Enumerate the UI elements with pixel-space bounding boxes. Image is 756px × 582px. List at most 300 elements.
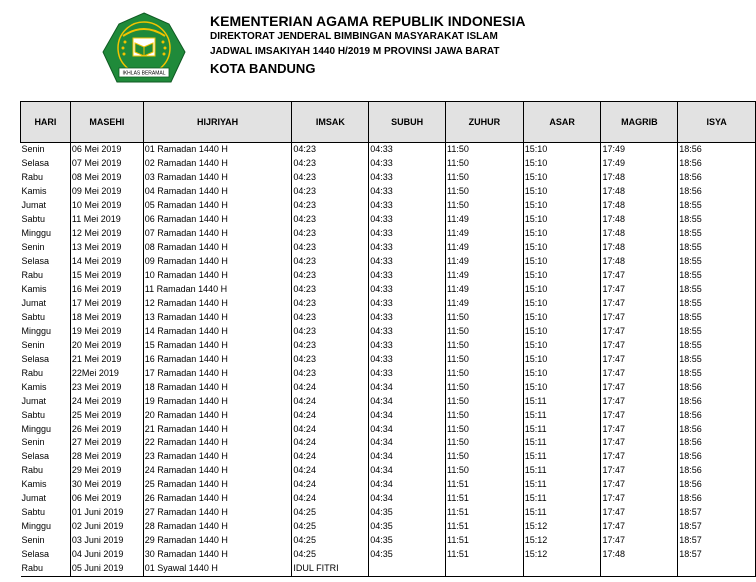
table-row <box>21 352 756 366</box>
cell-isya: 18:56 <box>678 436 756 450</box>
cell-imsak: 04:24 <box>292 450 369 464</box>
cell-hijriyah: 30 Ramadan 1440 H <box>143 548 292 562</box>
cell-asar: 15:10 <box>523 157 601 171</box>
cell-asar: 15:12 <box>523 520 601 534</box>
city-name: KOTA BANDUNG <box>210 61 316 76</box>
cell-magrib: 17:47 <box>601 436 678 450</box>
cell-magrib: 17:47 <box>601 492 678 506</box>
kemenag-emblem-icon <box>101 12 187 86</box>
cell-hari: Kamis <box>21 380 71 394</box>
cell-masehi: 06 Mei 2019 <box>70 143 143 157</box>
cell-hari: Minggu <box>21 520 71 534</box>
cell-magrib: 17:47 <box>601 450 678 464</box>
col-header-subuh: SUBUH <box>369 102 446 143</box>
table-row <box>21 562 756 576</box>
cell-hijriyah: 01 Ramadan 1440 H <box>143 143 292 157</box>
table-row <box>21 380 756 394</box>
cell-hijriyah: 15 Ramadan 1440 H <box>143 338 292 352</box>
cell-zuhur: 11:49 <box>446 227 524 241</box>
cell-zuhur: 11:49 <box>446 241 524 255</box>
cell-hari: Rabu <box>21 562 71 576</box>
cell-asar: 15:11 <box>523 464 601 478</box>
cell-imsak: 04:23 <box>292 296 369 310</box>
cell-subuh: 04:33 <box>369 227 446 241</box>
cell-zuhur: 11:50 <box>446 380 524 394</box>
cell-masehi: 08 Mei 2019 <box>70 171 143 185</box>
cell-zuhur: 11:49 <box>446 213 524 227</box>
cell-zuhur: 11:50 <box>446 157 524 171</box>
cell-isya: 18:56 <box>678 478 756 492</box>
cell-subuh: 04:33 <box>369 185 446 199</box>
cell-subuh: 04:35 <box>369 548 446 562</box>
cell-asar: 15:12 <box>523 548 601 562</box>
cell-subuh: 04:33 <box>369 296 446 310</box>
kemenag-logo <box>101 12 187 86</box>
cell-magrib: 17:48 <box>601 185 678 199</box>
col-header-masehi: MASEHI <box>70 102 143 143</box>
table-row <box>21 422 756 436</box>
cell-asar: 15:10 <box>523 185 601 199</box>
cell-zuhur: 11:50 <box>446 408 524 422</box>
cell-magrib: 17:47 <box>601 338 678 352</box>
cell-imsak: 04:23 <box>292 227 369 241</box>
cell-hari: Selasa <box>21 352 71 366</box>
cell-magrib: 17:47 <box>601 506 678 520</box>
cell-asar: 15:10 <box>523 296 601 310</box>
cell-subuh: 04:33 <box>369 255 446 269</box>
cell-hari: Sabtu <box>21 213 71 227</box>
table-row <box>21 283 756 297</box>
cell-imsak: 04:23 <box>292 213 369 227</box>
cell-asar <box>523 562 601 576</box>
cell-subuh: 04:34 <box>369 450 446 464</box>
cell-asar: 15:10 <box>523 269 601 283</box>
cell-hijriyah: 01 Syawal 1440 H <box>143 562 292 576</box>
col-header-hari: HARI <box>21 102 71 143</box>
cell-masehi: 25 Mei 2019 <box>70 408 143 422</box>
cell-isya: 18:55 <box>678 227 756 241</box>
cell-imsak: 04:24 <box>292 408 369 422</box>
cell-hari: Selasa <box>21 255 71 269</box>
cell-masehi: 22Mei 2019 <box>70 366 143 380</box>
cell-imsak: 04:23 <box>292 157 369 171</box>
cell-magrib: 17:47 <box>601 394 678 408</box>
cell-hari: Minggu <box>21 324 71 338</box>
cell-zuhur: 11:50 <box>446 324 524 338</box>
cell-hijriyah: 03 Ramadan 1440 H <box>143 171 292 185</box>
cell-hijriyah: 23 Ramadan 1440 H <box>143 450 292 464</box>
cell-hijriyah: 17 Ramadan 1440 H <box>143 366 292 380</box>
cell-isya: 18:56 <box>678 380 756 394</box>
cell-subuh: 04:34 <box>369 492 446 506</box>
cell-subuh: 04:33 <box>369 366 446 380</box>
cell-asar: 15:10 <box>523 310 601 324</box>
cell-magrib: 17:49 <box>601 143 678 157</box>
cell-imsak: 04:23 <box>292 269 369 283</box>
cell-imsak: 04:24 <box>292 436 369 450</box>
table-row <box>21 338 756 352</box>
table-row <box>21 520 756 534</box>
cell-hari: Senin <box>21 534 71 548</box>
col-header-imsak: IMSAK <box>292 102 369 143</box>
cell-isya: 18:55 <box>678 352 756 366</box>
cell-hari: Sabtu <box>21 310 71 324</box>
cell-imsak: 04:24 <box>292 492 369 506</box>
cell-imsak: 04:23 <box>292 199 369 213</box>
cell-subuh: 04:33 <box>369 213 446 227</box>
cell-asar: 15:11 <box>523 492 601 506</box>
col-header-magrib: MAGRIB <box>601 102 678 143</box>
cell-isya: 18:56 <box>678 450 756 464</box>
cell-hijriyah: 22 Ramadan 1440 H <box>143 436 292 450</box>
cell-subuh: 04:34 <box>369 464 446 478</box>
table-row <box>21 255 756 269</box>
cell-hijriyah: 06 Ramadan 1440 H <box>143 213 292 227</box>
cell-masehi: 12 Mei 2019 <box>70 227 143 241</box>
cell-zuhur: 11:50 <box>446 464 524 478</box>
col-header-hijriyah: HIJRIYAH <box>143 102 292 143</box>
cell-asar: 15:11 <box>523 478 601 492</box>
cell-subuh: 04:34 <box>369 408 446 422</box>
cell-zuhur: 11:51 <box>446 492 524 506</box>
cell-hari: Senin <box>21 338 71 352</box>
cell-isya: 18:55 <box>678 199 756 213</box>
cell-hijriyah: 13 Ramadan 1440 H <box>143 310 292 324</box>
cell-isya: 18:56 <box>678 171 756 185</box>
cell-imsak: 04:23 <box>292 241 369 255</box>
table-row <box>21 143 756 157</box>
cell-asar: 15:10 <box>523 143 601 157</box>
cell-magrib: 17:47 <box>601 283 678 297</box>
cell-magrib: 17:48 <box>601 255 678 269</box>
cell-isya: 18:57 <box>678 520 756 534</box>
cell-asar: 15:10 <box>523 241 601 255</box>
svg-text:IKHLAS BERAMAL: IKHLAS BERAMAL <box>122 70 166 77</box>
cell-hari: Rabu <box>21 269 71 283</box>
cell-hari: Kamis <box>21 185 71 199</box>
cell-hijriyah: 25 Ramadan 1440 H <box>143 478 292 492</box>
cell-imsak: 04:23 <box>292 366 369 380</box>
cell-zuhur: 11:50 <box>446 199 524 213</box>
cell-masehi: 23 Mei 2019 <box>70 380 143 394</box>
table-body <box>21 143 756 577</box>
directorate-subtitle: DIREKTORAT JENDERAL BIMBINGAN MASYARAKAT ISLAM <box>210 31 498 42</box>
cell-asar: 15:10 <box>523 380 601 394</box>
cell-subuh: 04:33 <box>369 143 446 157</box>
cell-asar: 15:11 <box>523 450 601 464</box>
cell-zuhur: 11:50 <box>446 422 524 436</box>
cell-magrib: 17:47 <box>601 478 678 492</box>
cell-asar: 15:12 <box>523 534 601 548</box>
cell-isya: 18:57 <box>678 548 756 562</box>
cell-isya: 18:55 <box>678 213 756 227</box>
cell-isya: 18:55 <box>678 283 756 297</box>
cell-isya: 18:56 <box>678 422 756 436</box>
cell-hijriyah: 09 Ramadan 1440 H <box>143 255 292 269</box>
cell-imsak: 04:23 <box>292 338 369 352</box>
cell-hijriyah: 18 Ramadan 1440 H <box>143 380 292 394</box>
cell-masehi: 11 Mei 2019 <box>70 213 143 227</box>
cell-subuh: 04:33 <box>369 157 446 171</box>
cell-hari: Senin <box>21 436 71 450</box>
cell-asar: 15:11 <box>523 408 601 422</box>
table-row <box>21 408 756 422</box>
cell-zuhur: 11:49 <box>446 255 524 269</box>
cell-hijriyah: 19 Ramadan 1440 H <box>143 394 292 408</box>
cell-masehi: 02 Juni 2019 <box>70 520 143 534</box>
cell-masehi: 14 Mei 2019 <box>70 255 143 269</box>
cell-asar: 15:10 <box>523 338 601 352</box>
cell-masehi: 28 Mei 2019 <box>70 450 143 464</box>
cell-isya: 18:56 <box>678 185 756 199</box>
imsakiyah-table <box>20 101 756 577</box>
cell-isya: 18:55 <box>678 338 756 352</box>
table-row <box>21 310 756 324</box>
cell-hari: Rabu <box>21 366 71 380</box>
cell-masehi: 19 Mei 2019 <box>70 324 143 338</box>
cell-masehi: 13 Mei 2019 <box>70 241 143 255</box>
cell-imsak: 04:25 <box>292 520 369 534</box>
cell-asar: 15:11 <box>523 506 601 520</box>
cell-hari: Minggu <box>21 422 71 436</box>
cell-zuhur: 11:51 <box>446 478 524 492</box>
cell-hari: Sabtu <box>21 408 71 422</box>
cell-magrib: 17:47 <box>601 520 678 534</box>
cell-magrib: 17:48 <box>601 241 678 255</box>
cell-hari: Jumat <box>21 199 71 213</box>
cell-hijriyah: 10 Ramadan 1440 H <box>143 269 292 283</box>
cell-masehi: 21 Mei 2019 <box>70 352 143 366</box>
cell-hari: Selasa <box>21 548 71 562</box>
cell-zuhur: 11:51 <box>446 534 524 548</box>
cell-hijriyah: 20 Ramadan 1440 H <box>143 408 292 422</box>
cell-magrib: 17:48 <box>601 548 678 562</box>
cell-magrib: 17:48 <box>601 199 678 213</box>
cell-masehi: 16 Mei 2019 <box>70 283 143 297</box>
cell-asar: 15:11 <box>523 394 601 408</box>
cell-imsak: 04:23 <box>292 310 369 324</box>
table-row <box>21 171 756 185</box>
table-row <box>21 478 756 492</box>
cell-hari: Jumat <box>21 296 71 310</box>
cell-zuhur: 11:50 <box>446 394 524 408</box>
cell-imsak: 04:23 <box>292 324 369 338</box>
cell-imsak: 04:24 <box>292 422 369 436</box>
table-header <box>21 102 756 143</box>
cell-magrib: 17:48 <box>601 213 678 227</box>
cell-isya: 18:55 <box>678 269 756 283</box>
cell-isya: 18:55 <box>678 296 756 310</box>
cell-hari: Jumat <box>21 492 71 506</box>
header-row <box>21 102 756 143</box>
cell-subuh: 04:35 <box>369 520 446 534</box>
cell-imsak: 04:25 <box>292 534 369 548</box>
cell-zuhur: 11:51 <box>446 520 524 534</box>
cell-isya: 18:56 <box>678 143 756 157</box>
cell-magrib: 17:47 <box>601 366 678 380</box>
cell-magrib: 17:49 <box>601 157 678 171</box>
cell-magrib: 17:47 <box>601 380 678 394</box>
cell-subuh: 04:33 <box>369 199 446 213</box>
cell-imsak: IDUL FITRI <box>292 562 369 576</box>
cell-hari: Jumat <box>21 394 71 408</box>
table-row <box>21 394 756 408</box>
cell-isya: 18:56 <box>678 492 756 506</box>
cell-asar: 15:10 <box>523 227 601 241</box>
cell-masehi: 01 Juni 2019 <box>70 506 143 520</box>
cell-hijriyah: 29 Ramadan 1440 H <box>143 534 292 548</box>
cell-hijriyah: 05 Ramadan 1440 H <box>143 199 292 213</box>
cell-masehi: 03 Juni 2019 <box>70 534 143 548</box>
cell-isya <box>678 562 756 576</box>
cell-subuh: 04:33 <box>369 338 446 352</box>
cell-subuh: 04:33 <box>369 352 446 366</box>
cell-isya: 18:55 <box>678 324 756 338</box>
table-row <box>21 213 756 227</box>
cell-imsak: 04:23 <box>292 255 369 269</box>
table-row <box>21 324 756 338</box>
cell-masehi: 17 Mei 2019 <box>70 296 143 310</box>
cell-masehi: 24 Mei 2019 <box>70 394 143 408</box>
cell-zuhur: 11:50 <box>446 338 524 352</box>
cell-imsak: 04:25 <box>292 548 369 562</box>
cell-isya: 18:55 <box>678 241 756 255</box>
cell-subuh: 04:33 <box>369 241 446 255</box>
cell-hijriyah: 27 Ramadan 1440 H <box>143 506 292 520</box>
cell-hari: Minggu <box>21 227 71 241</box>
table-row <box>21 199 756 213</box>
cell-magrib <box>601 562 678 576</box>
cell-subuh: 04:33 <box>369 324 446 338</box>
cell-masehi: 27 Mei 2019 <box>70 436 143 450</box>
cell-subuh: 04:35 <box>369 506 446 520</box>
cell-masehi: 30 Mei 2019 <box>70 478 143 492</box>
cell-magrib: 17:47 <box>601 269 678 283</box>
cell-imsak: 04:23 <box>292 143 369 157</box>
cell-hijriyah: 28 Ramadan 1440 H <box>143 520 292 534</box>
cell-hijriyah: 11 Ramadan 1440 H <box>143 283 292 297</box>
schedule-title: JADWAL IMSAKIYAH 1440 H/2019 M PROVINSI JAWA BARAT <box>210 46 500 57</box>
cell-asar: 15:10 <box>523 352 601 366</box>
cell-zuhur: 11:50 <box>446 185 524 199</box>
cell-zuhur: 11:51 <box>446 548 524 562</box>
cell-imsak: 04:24 <box>292 380 369 394</box>
cell-hijriyah: 07 Ramadan 1440 H <box>143 227 292 241</box>
cell-zuhur: 11:51 <box>446 506 524 520</box>
cell-masehi: 10 Mei 2019 <box>70 199 143 213</box>
table-row <box>21 157 756 171</box>
cell-magrib: 17:48 <box>601 171 678 185</box>
cell-masehi: 04 Juni 2019 <box>70 548 143 562</box>
cell-imsak: 04:24 <box>292 478 369 492</box>
cell-masehi: 15 Mei 2019 <box>70 269 143 283</box>
document-header <box>210 14 526 75</box>
table-row <box>21 506 756 520</box>
table-row <box>21 366 756 380</box>
cell-subuh: 04:33 <box>369 171 446 185</box>
table-row <box>21 241 756 255</box>
cell-zuhur: 11:50 <box>446 310 524 324</box>
cell-hijriyah: 02 Ramadan 1440 H <box>143 157 292 171</box>
cell-magrib: 17:47 <box>601 408 678 422</box>
cell-subuh: 04:34 <box>369 422 446 436</box>
cell-subuh: 04:33 <box>369 269 446 283</box>
cell-hijriyah: 21 Ramadan 1440 H <box>143 422 292 436</box>
cell-hari: Senin <box>21 241 71 255</box>
cell-asar: 15:10 <box>523 366 601 380</box>
cell-hari: Kamis <box>21 283 71 297</box>
col-header-isya: ISYA <box>678 102 756 143</box>
cell-isya: 18:55 <box>678 366 756 380</box>
cell-isya: 18:56 <box>678 408 756 422</box>
cell-subuh: 04:33 <box>369 310 446 324</box>
table-row <box>21 464 756 478</box>
cell-zuhur: 11:50 <box>446 352 524 366</box>
cell-subuh: 04:34 <box>369 436 446 450</box>
cell-imsak: 04:23 <box>292 283 369 297</box>
cell-imsak: 04:24 <box>292 464 369 478</box>
table-row <box>21 436 756 450</box>
cell-asar: 15:10 <box>523 199 601 213</box>
cell-hijriyah: 08 Ramadan 1440 H <box>143 241 292 255</box>
cell-hari: Selasa <box>21 450 71 464</box>
cell-isya: 18:56 <box>678 157 756 171</box>
cell-hijriyah: 12 Ramadan 1440 H <box>143 296 292 310</box>
cell-subuh: 04:33 <box>369 283 446 297</box>
table-row <box>21 269 756 283</box>
cell-asar: 15:10 <box>523 213 601 227</box>
cell-imsak: 04:25 <box>292 506 369 520</box>
cell-zuhur: 11:50 <box>446 436 524 450</box>
cell-subuh: 04:34 <box>369 394 446 408</box>
cell-isya: 18:55 <box>678 255 756 269</box>
cell-hijriyah: 26 Ramadan 1440 H <box>143 492 292 506</box>
cell-zuhur: 11:50 <box>446 171 524 185</box>
cell-isya: 18:55 <box>678 310 756 324</box>
table-row <box>21 492 756 506</box>
cell-magrib: 17:47 <box>601 296 678 310</box>
cell-masehi: 09 Mei 2019 <box>70 185 143 199</box>
ministry-title: KEMENTERIAN AGAMA REPUBLIK INDONESIA <box>210 13 526 29</box>
cell-zuhur: 11:50 <box>446 450 524 464</box>
col-header-zuhur: ZUHUR <box>446 102 524 143</box>
cell-magrib: 17:47 <box>601 310 678 324</box>
cell-imsak: 04:23 <box>292 185 369 199</box>
cell-asar: 15:10 <box>523 283 601 297</box>
cell-imsak: 04:24 <box>292 394 369 408</box>
cell-magrib: 17:47 <box>601 352 678 366</box>
table-row <box>21 534 756 548</box>
cell-asar: 15:10 <box>523 255 601 269</box>
cell-hijriyah: 04 Ramadan 1440 H <box>143 185 292 199</box>
cell-magrib: 17:47 <box>601 534 678 548</box>
cell-hari: Senin <box>21 143 71 157</box>
table-row <box>21 227 756 241</box>
cell-masehi: 06 Mei 2019 <box>70 492 143 506</box>
cell-masehi: 29 Mei 2019 <box>70 464 143 478</box>
cell-asar: 15:11 <box>523 436 601 450</box>
cell-hari: Kamis <box>21 478 71 492</box>
cell-hijriyah: 24 Ramadan 1440 H <box>143 464 292 478</box>
cell-subuh: 04:34 <box>369 478 446 492</box>
cell-zuhur: 11:49 <box>446 269 524 283</box>
cell-magrib: 17:48 <box>601 227 678 241</box>
cell-imsak: 04:23 <box>292 171 369 185</box>
cell-zuhur <box>446 562 524 576</box>
cell-zuhur: 11:49 <box>446 296 524 310</box>
cell-zuhur: 11:50 <box>446 143 524 157</box>
cell-masehi: 05 Juni 2019 <box>70 562 143 576</box>
